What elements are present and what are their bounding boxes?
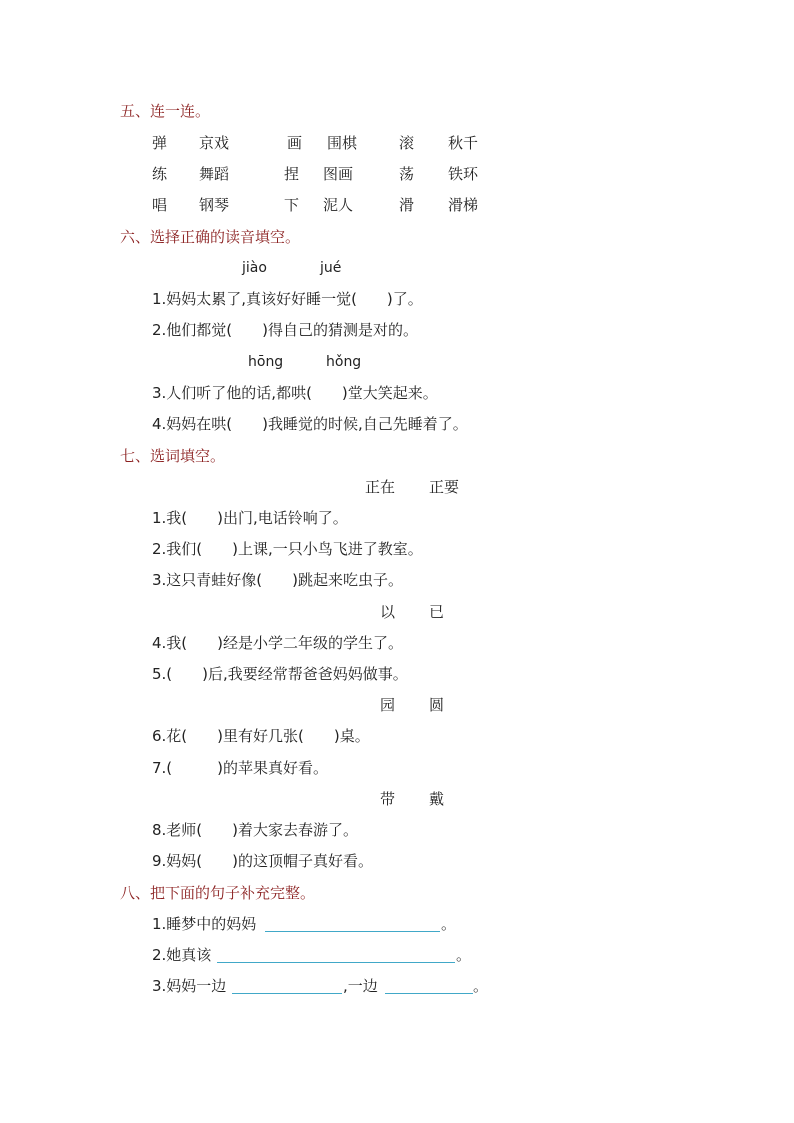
match-word: 钢琴 [199,196,230,214]
match-word: 京戏 [199,134,230,152]
sentence-end: 。 [456,946,472,964]
pinyin-option: jiào [242,260,267,276]
sentence-end: 。 [441,915,457,933]
question-item: 7.( )的苹果真好看。 [152,759,329,777]
answer-blank-line[interactable] [217,962,455,963]
word-option: 正要 [429,478,460,496]
word-option: 圆 [429,696,445,714]
match-word: 荡 [399,165,415,183]
answer-blank-line[interactable] [232,993,342,994]
pinyin-option: hōng [248,354,284,370]
answer-blank-line[interactable] [265,931,440,932]
match-word: 滚 [399,134,415,152]
sentence-middle: ,一边 [343,977,378,995]
word-option: 已 [429,603,445,621]
word-option: 以 [380,603,396,621]
question-item: 9.妈妈( )的这顶帽子真好看。 [152,852,374,870]
word-option: 正在 [365,478,396,496]
match-word: 捏 [284,165,300,183]
match-word: 泥人 [323,196,354,214]
match-word: 唱 [152,196,168,214]
word-option: 带 [380,790,396,808]
section-6-title: 六、选择正确的读音填空。 [120,228,301,246]
match-word: 下 [284,196,300,214]
question-item: 4.我( )经是小学二年级的学生了。 [152,634,404,652]
pinyin-option: jué [320,260,342,276]
match-word: 滑梯 [448,196,479,214]
sentence-prefix: 1.睡梦中的妈妈 [152,915,257,933]
sentence-prefix: 3.妈妈一边 [152,977,227,995]
word-option: 戴 [429,790,445,808]
question-item: 4.妈妈在哄( )我睡觉的时候,自己先睡着了。 [152,415,468,433]
question-item: 3.人们听了他的话,都哄( )堂大笑起来。 [152,384,438,402]
section-5-title: 五、连一连。 [120,102,211,120]
match-word: 弹 [152,134,168,152]
match-word: 秋千 [448,134,479,152]
section-7-title: 七、选词填空。 [120,447,226,465]
match-word: 图画 [323,165,354,183]
question-item: 2.他们都觉( )得自己的猜测是对的。 [152,321,419,339]
answer-blank-line[interactable] [385,993,473,994]
match-word: 画 [287,134,303,152]
match-word: 舞蹈 [199,165,230,183]
match-word: 铁环 [448,165,479,183]
question-item: 6.花( )里有好几张( )桌。 [152,727,370,745]
sentence-prefix: 2.她真该 [152,946,212,964]
match-word: 滑 [399,196,415,214]
question-item: 1.我( )出门,电话铃响了。 [152,509,348,527]
match-word: 围棋 [327,134,358,152]
question-item: 8.老师( )着大家去春游了。 [152,821,359,839]
pinyin-option: hǒng [326,354,362,370]
section-8-title: 八、把下面的句子补充完整。 [120,884,316,902]
question-item: 5.( )后,我要经常帮爸爸妈妈做事。 [152,665,408,683]
question-item: 1.妈妈太累了,真该好好睡一觉( )了。 [152,290,423,308]
question-item: 3.这只青蛙好像( )跳起来吃虫子。 [152,571,404,589]
match-word: 练 [152,165,168,183]
sentence-end: 。 [473,977,489,995]
word-option: 园 [380,696,396,714]
question-item: 2.我们( )上课,一只小鸟飞进了教室。 [152,540,423,558]
